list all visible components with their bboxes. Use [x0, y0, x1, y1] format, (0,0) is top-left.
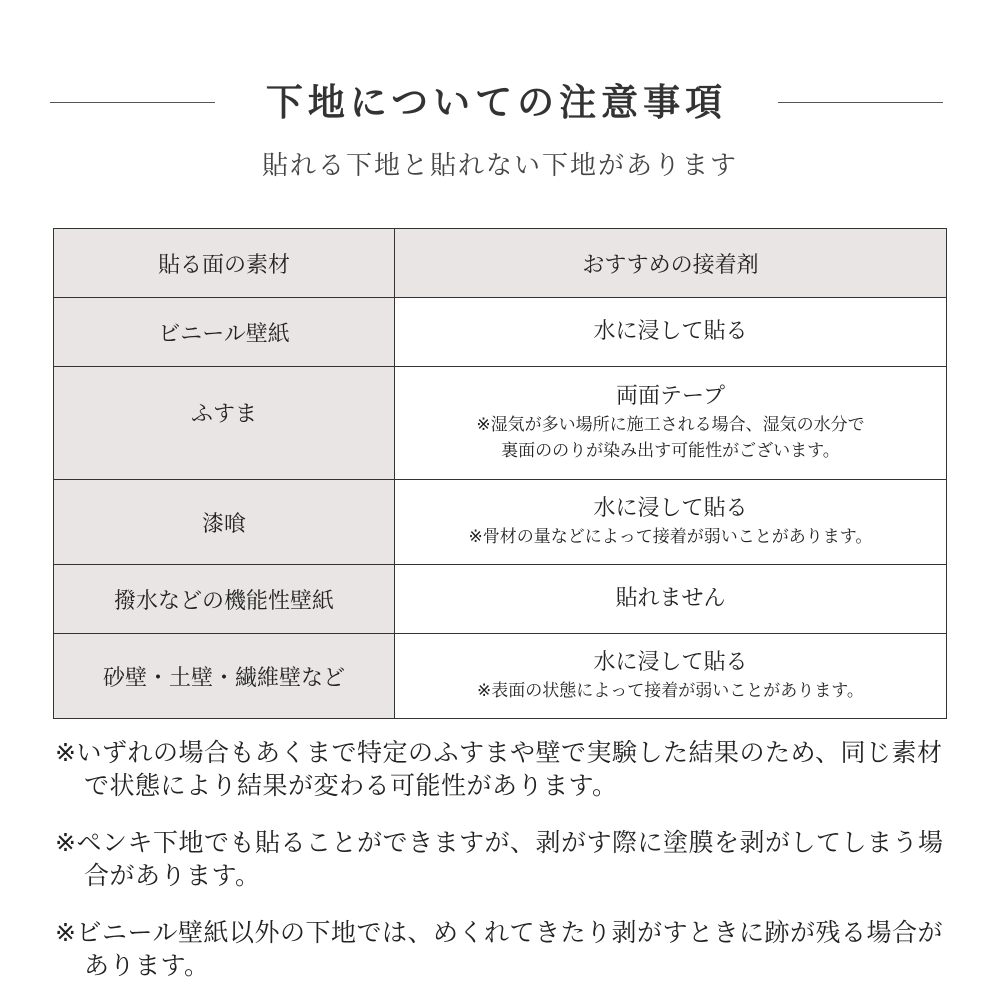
material-cell: 砂壁・土壁・繊維壁など [54, 634, 395, 719]
adhesive-cell [395, 480, 947, 565]
adhesive-table [53, 228, 947, 719]
adhesive-main: 両面テープ [616, 384, 725, 409]
adhesive-main: 貼れません [615, 586, 726, 611]
page-title: 下地についての注意事項 [265, 81, 728, 124]
adhesive-main: 水に浸して貼る [593, 650, 748, 675]
page-subtitle: 貼れる下地と貼れない下地があります [261, 151, 738, 181]
table-row [54, 298, 947, 367]
adhesive-note: ※湿気が多い場所に施工される場合、湿気の水分で [476, 415, 865, 435]
title-area [0, 78, 1000, 128]
table-row [54, 480, 947, 565]
material-cell: ふすま [54, 367, 395, 480]
material-cell: ビニール壁紙 [54, 298, 395, 367]
title-rule-right [778, 102, 943, 103]
table-row [54, 634, 947, 719]
adhesive-cell [395, 298, 947, 367]
adhesive-cell [395, 367, 947, 480]
footnote: ※いずれの場合もあくまで特定のふすまや壁で実験した結果のため、同じ素材で状態により結果が変わる可能性があります。 [55, 738, 943, 800]
table-row [54, 565, 947, 634]
title-rule-left [50, 102, 215, 103]
table-row [54, 367, 947, 480]
adhesive-cell [395, 565, 947, 634]
header-material: 貼る面の素材 [54, 229, 395, 298]
footnote: ※ビニール壁紙以外の下地では、めくれてきたり剥がすときに跡が残る場合があります。 [55, 918, 943, 980]
adhesive-main: 水に浸して貼る [593, 319, 748, 344]
footnote: ※ペンキ下地でも貼ることができますが、剥がす際に塗膜を剥がしてしまう場合があります。 [55, 828, 944, 890]
adhesive-main: 水に浸して貼る [593, 496, 748, 521]
table-header-row [54, 229, 947, 298]
adhesive-cell [395, 634, 947, 719]
adhesive-note: ※骨材の量などによって接着が弱いことがあります。 [468, 527, 873, 547]
header-adhesive: おすすめの接着剤 [395, 229, 947, 298]
adhesive-note-line2: 裏面ののりが染み出す可能性がございます。 [501, 441, 840, 461]
material-cell: 撥水などの機能性壁紙 [54, 565, 395, 634]
adhesive-note: ※表面の状態によって接着が弱いことがあります。 [477, 681, 864, 701]
footnotes [55, 736, 955, 1006]
material-cell: 漆喰 [54, 480, 395, 565]
